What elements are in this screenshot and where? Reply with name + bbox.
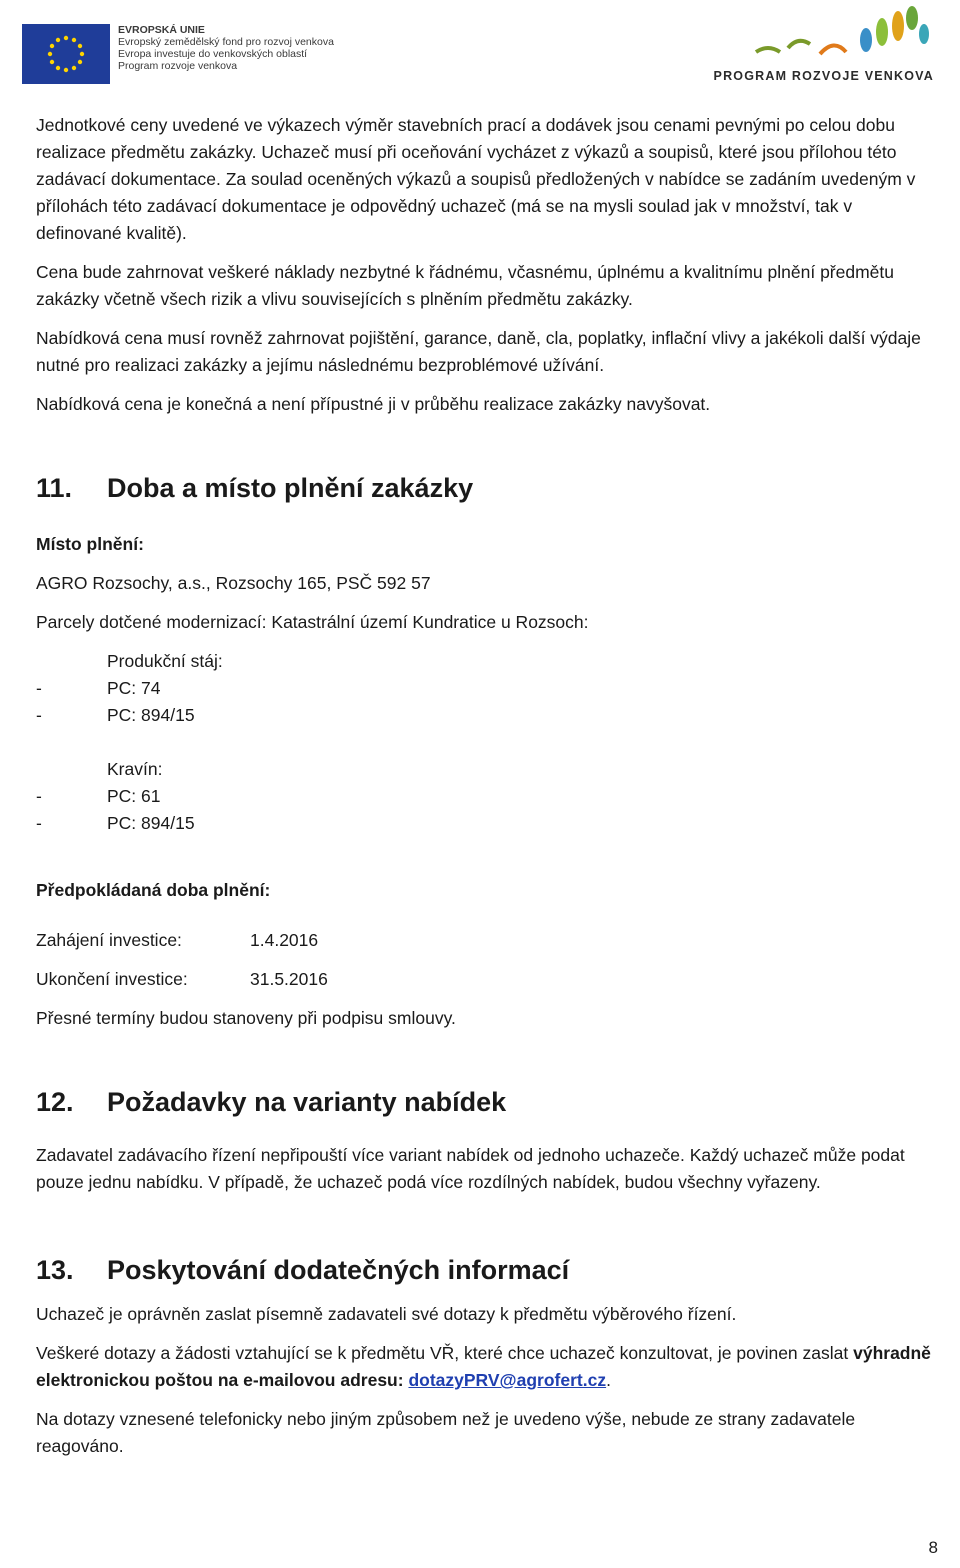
email-link[interactable]: dotazyPRV@agrofert.cz <box>408 1370 607 1390</box>
eu-line-4: Program rozvoje venkova <box>118 60 238 72</box>
list-dash: - <box>36 705 42 725</box>
list-item <box>36 810 936 837</box>
eu-line-2: Evropský zemědělský fond pro rozvoj venkova <box>118 36 334 48</box>
intro-paragraph-2: Cena bude zahrnovat veškeré náklady nezbytné k řádnému, včasnému, úplnému a kvalitnímu plnění předmětu zakázky včetně všech rizik a vlivu souvisejících s plněním předmětu zakázky. <box>36 262 894 309</box>
section-11-title: Doba a místo plnění zakázky <box>107 473 474 503</box>
end-row <box>36 966 936 993</box>
intro-paragraph-4: Nabídková cena je konečná a není přípustné ji v průběhu realizace zakázky navyšovat. <box>36 394 711 414</box>
intro-paragraph-3: Nabídková cena musí rovněž zahrnovat pojištění, garance, daně, cla, poplatky, inflační vlivy a jakékoli další výdaje nutné pro realizaci zakázky a jejímu následnému bezproblémové užívání. <box>36 328 921 375</box>
list-item-text: PC: 894/15 <box>107 705 195 725</box>
group-1-title: Produkční stáj: <box>107 651 223 671</box>
p2-text: Veškeré dotazy a žádosti vztahující se k předmětu VŘ, které chce uchazeč konzultovat, je povinen zaslat <box>36 1343 854 1363</box>
section-12-number: 12. <box>36 1087 74 1117</box>
section-13-paragraph-2 <box>36 1340 936 1394</box>
document-body <box>36 112 936 1460</box>
section-13-heading <box>36 1253 936 1287</box>
start-value: 1.4.2016 <box>250 930 319 950</box>
section-11-heading <box>36 471 936 505</box>
p2-bold-text: výhradně elektronickou poštou na e-mailovou adresu: <box>36 1343 931 1390</box>
section-11-number: 11. <box>36 473 73 503</box>
group-2-title: Kravín: <box>107 759 163 779</box>
p2-end: . <box>606 1370 611 1390</box>
list-item-text: PC: 61 <box>107 786 161 806</box>
page-number: 8 <box>928 1538 938 1557</box>
list-item <box>36 783 936 810</box>
list-dash: - <box>36 813 42 833</box>
prv-logo-text: PROGRAM ROZVOJE VENKOVA <box>713 69 934 83</box>
section-12-title: Požadavky na varianty nabídek <box>107 1087 507 1117</box>
list-dash: - <box>36 786 42 806</box>
section-12-heading <box>36 1085 936 1119</box>
section-13-paragraph-1: Uchazeč je oprávněn zaslat písemně zadavateli své dotazy k předmětu výběrového řízení. <box>36 1304 737 1324</box>
eu-line-3: Evropa investuje do venkovských oblastí <box>118 48 308 60</box>
page-header <box>0 0 960 100</box>
list-item <box>36 702 936 729</box>
end-value: 31.5.2016 <box>250 969 328 989</box>
list-dash: - <box>36 678 42 698</box>
section-13-number: 13. <box>36 1255 74 1285</box>
place-label: Místo plnění: <box>36 534 144 554</box>
intro-paragraph-1: Jednotkové ceny uvedené ve výkazech výměr stavebních prací a dodávek jsou cenami pevnými po celou dobu realizace předmětu zakázky. Uchazeč musí při oceňování vycházet z výkazů a soupisů, které jsou přílohou této zadávací dokumentace. Za soulad oceněných výkazů a soupisů předložených v nabídce se zadáním uvedeným v přílohách této zadávací dokumentace je odpovědný uchazeč (má se na mysli soulad jak v množství, tak v definované kvalitě). <box>36 115 916 243</box>
place-value: AGRO Rozsochy, a.s., Rozsochy 165, PSČ 592 57 <box>36 573 431 593</box>
section-12-text: Zadavatel zadávacího řízení nepřipouští více variant nabídek od jednoho uchazeče. Každý uchazeč může podat pouze jednu nabídku. V případě, že uchazeč podá více rozdílných nabídek, budou všechny vyřazeny. <box>36 1145 905 1192</box>
eu-line-1: EVROPSKÁ UNIE <box>118 24 205 36</box>
section-13-paragraph-3: Na dotazy vznesené telefonicky nebo jiným způsobem než je uvedeno výše, nebude ze strany zadavatele reagováno. <box>36 1409 856 1456</box>
parcels-text: Parcely dotčené modernizací: Katastrální území Kundratice u Rozsoch: <box>36 612 589 632</box>
start-row <box>36 927 936 954</box>
time-label: Předpokládaná doba plnění: <box>36 880 271 900</box>
list-item-text: PC: 74 <box>107 678 161 698</box>
list-item <box>36 675 936 702</box>
list-item-text: PC: 894/15 <box>107 813 195 833</box>
section-13-title: Poskytování dodatečných informací <box>107 1255 570 1285</box>
dates-note: Přesné termíny budou stanoveny při podpisu smlouvy. <box>36 1008 456 1028</box>
eu-logo-text <box>118 24 334 72</box>
eu-flag-logo <box>22 24 110 84</box>
start-label: Zahájení investice: <box>36 930 182 950</box>
end-label: Ukončení investice: <box>36 969 188 989</box>
